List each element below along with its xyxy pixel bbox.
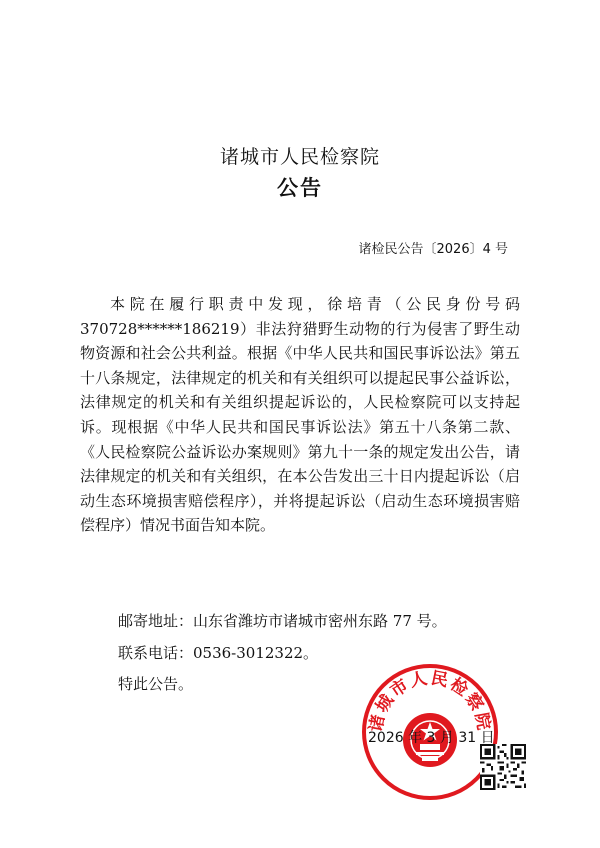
mailing-address: 邮寄地址：山东省潍坊市诸城市密州东路 77 号。 [118,612,447,630]
document-number: 诸检民公告〔2026〕4 号 [358,242,508,257]
seal-text: 诸城市人民检察院 [366,668,494,734]
signature-date: 2026 年 3 月 31 日 [368,730,495,746]
document-title: 公告 [277,175,323,200]
announcement-body [80,292,520,538]
qr-code [480,744,526,790]
contact-phone: 联系电话：0536-3012322。 [118,644,319,662]
organization-name: 诸城市人民检察院 [219,146,380,168]
closing-remark: 特此公告。 [118,675,194,693]
announcement-paragraph: 本院在履行职责中发现，徐培青（公民身份号码370728******186219）非法狩猎野生动物的行为侵害了野生动物资源和社会公共利益。根据《中华人民共和国民事诉讼法》第五十八条规定，法律规定的机关和有关组织可以提起民事公益诉讼，法律规定的机关和有关组织提起诉讼的，人民检察院可以支持起诉。现根据《中华人民共和国民事诉讼法》第五十八条第二款、《人民检察院公益诉讼办案规则》第九十一条的规定发出公告，请法律规定的机关和有关组织，在本公告发出三十日内提起诉讼（启动生态环境损害赔偿程序），并将提起诉讼（启动生态环境损害赔偿程序）情况书面告知本院。 [80,295,520,535]
